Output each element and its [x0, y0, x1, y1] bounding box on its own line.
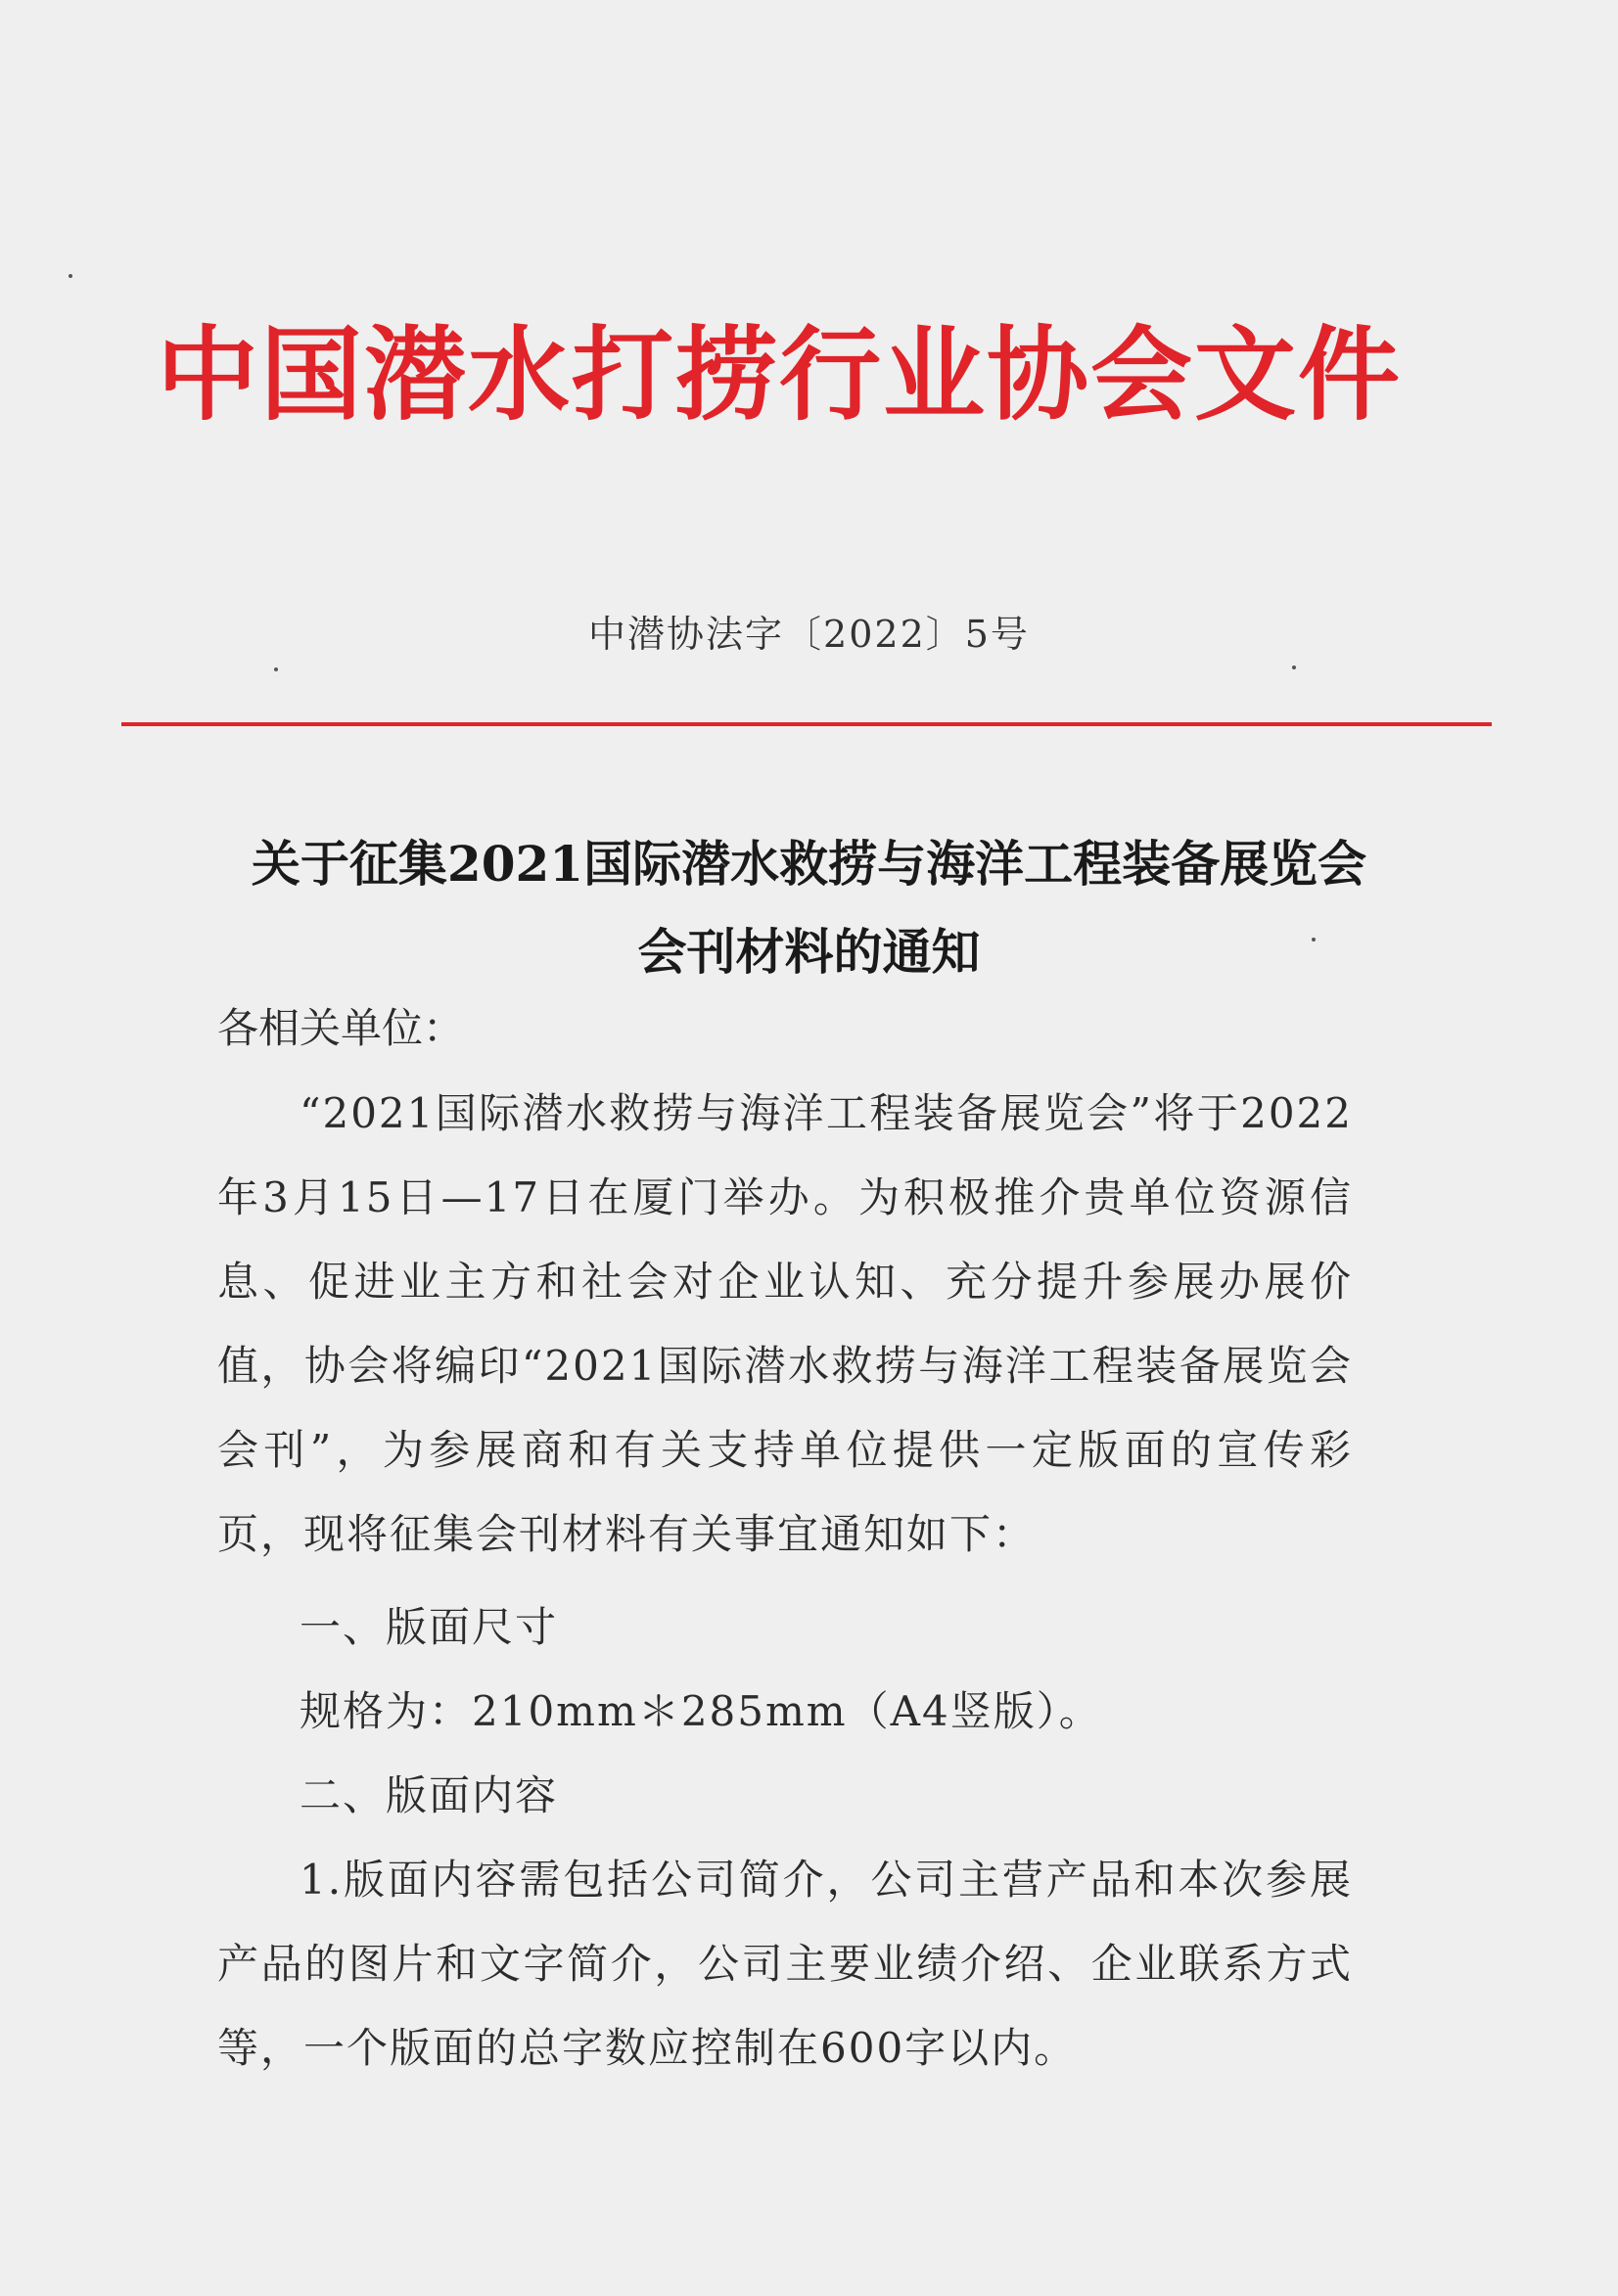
scan-speck [274, 667, 278, 671]
section-2-heading: 二、版面内容 [300, 1771, 559, 1819]
org-header-title: 中国潜水打捞行业协会文件 [157, 314, 1403, 435]
section-2-item-1: 1.版面内容需包括公司简介，公司主营产品和本次参展产品的图片和文字简介，公司主要业绩介绍、企业联系方式等，一个版面的总字数应控制在600字以内。 [217, 1856, 1353, 2072]
intro-paragraph: “2021国际潜水救捞与海洋工程装备展览会”将于2022年3月15日—17日在厦门举办。为积极推介贵单位资源信息、促进业主方和社会对企业认知、充分提升参展办展价值，协会将编印“2021国际潜水救捞与海洋工程装备展览会会刊”，为参展商和有关支持单位提供一定版面的宣传彩页，现将征集会刊材料有关事宜通知如下： [217, 1089, 1353, 1558]
scan-speck [69, 274, 72, 278]
red-divider-line [121, 722, 1492, 726]
notice-title-line-1: 关于征集2021国际潜水救捞与海洋工程装备展览会 [251, 835, 1367, 893]
notice-title-line-2: 会刊材料的通知 [637, 923, 981, 981]
notice-title [0, 820, 1618, 996]
section-1-heading: 一、版面尺寸 [300, 1603, 559, 1651]
scan-speck [1312, 938, 1316, 941]
scan-speck [1292, 666, 1296, 669]
salutation: 各相关单位： [217, 1004, 465, 1052]
section-1-spec: 规格为：210mm＊285mm（A4竖版）。 [300, 1687, 1102, 1735]
document-number: 中潜协法字〔2022〕5号 [588, 613, 1030, 656]
